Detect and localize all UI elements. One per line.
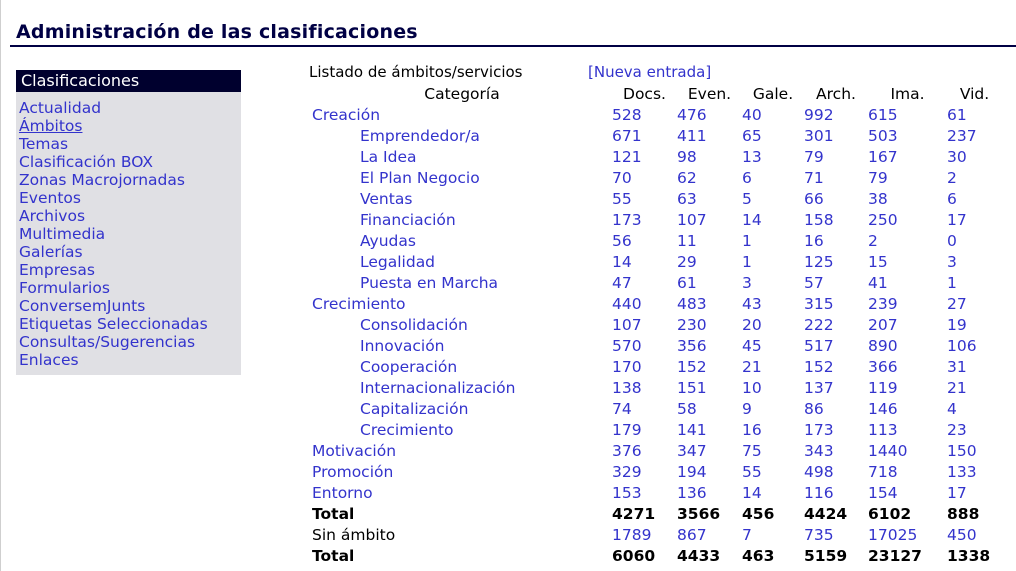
arch-count-link[interactable]: 137 xyxy=(804,378,834,397)
vid-count-total: 888 xyxy=(947,504,980,523)
arch-count-link[interactable]: 86 xyxy=(804,399,824,418)
arch-count-total: 5159 xyxy=(804,546,848,565)
arch-count-total: 4424 xyxy=(804,504,848,523)
ima-count-link[interactable]: 2 xyxy=(868,231,878,250)
docs-count-link[interactable]: 14 xyxy=(612,252,632,271)
even-count-link[interactable]: 107 xyxy=(677,210,707,229)
ima-count-link[interactable]: 113 xyxy=(868,420,898,439)
docs-count-link[interactable]: 528 xyxy=(612,105,642,124)
vid-count-link[interactable]: 237 xyxy=(947,126,977,145)
category-row xyxy=(312,440,1002,461)
subcategory-row xyxy=(312,335,1002,356)
total-label: Total xyxy=(312,504,355,523)
vid-count-link[interactable]: 3 xyxy=(947,252,957,271)
gale-count-link[interactable]: 65 xyxy=(742,126,762,145)
subcategory-row xyxy=(312,377,1002,398)
column-header-docs: Docs. xyxy=(623,84,666,103)
ima-count-link[interactable]: 615 xyxy=(868,105,898,124)
vid-count-link[interactable]: 150 xyxy=(947,441,977,460)
even-count-link[interactable]: 411 xyxy=(677,126,707,145)
docs-count-link[interactable]: 74 xyxy=(612,399,632,418)
docs-count-link[interactable]: 55 xyxy=(612,189,632,208)
title-divider xyxy=(10,45,1016,47)
sidebar-header: Clasificaciones xyxy=(16,70,241,92)
arch-count-link[interactable]: 517 xyxy=(804,336,834,355)
even-count-link[interactable]: 356 xyxy=(677,336,707,355)
subcategory-row xyxy=(312,230,1002,251)
docs-count-link[interactable]: 329 xyxy=(612,462,642,481)
docs-count-link[interactable]: 179 xyxy=(612,420,642,439)
category-name-link[interactable]: Internacionalización xyxy=(360,378,516,397)
sidebar-item-zonas-macrojornadas[interactable]: Zonas Macrojornadas xyxy=(19,171,185,189)
ima-count-link[interactable]: 41 xyxy=(868,273,888,292)
category-name-link[interactable]: Consolidación xyxy=(360,315,468,334)
ima-count-total: 23127 xyxy=(868,546,922,565)
docs-count-link[interactable]: 70 xyxy=(612,168,632,187)
arch-count-link[interactable]: 57 xyxy=(804,273,824,292)
category-name-link[interactable]: El Plan Negocio xyxy=(360,168,480,187)
arch-count-link[interactable]: 125 xyxy=(804,252,834,271)
sidebar-item-clasificacion-box[interactable]: Clasificación BOX xyxy=(19,153,154,171)
category-name-link[interactable]: Creación xyxy=(312,105,381,124)
column-header-ima: Ima. xyxy=(890,84,925,103)
gale-count-link[interactable]: 7 xyxy=(742,525,752,544)
docs-count-link[interactable]: 570 xyxy=(612,336,642,355)
subcategory-row xyxy=(312,146,1002,167)
ima-count-link[interactable]: 366 xyxy=(868,357,898,376)
column-header-vid: Vid. xyxy=(959,84,990,103)
ima-count-link[interactable]: 146 xyxy=(868,399,898,418)
even-count-link[interactable]: 230 xyxy=(677,315,707,334)
gale-count-link[interactable]: 45 xyxy=(742,336,762,355)
gale-count-link[interactable]: 55 xyxy=(742,462,762,481)
docs-count-link[interactable]: 107 xyxy=(612,315,642,334)
sidebar-item-actualidad[interactable]: Actualidad xyxy=(19,99,102,117)
arch-count-link[interactable]: 16 xyxy=(804,231,824,250)
ima-count-link[interactable]: 207 xyxy=(868,315,898,334)
ima-count-link[interactable]: 119 xyxy=(868,378,898,397)
docs-count-link[interactable]: 170 xyxy=(612,357,642,376)
even-count-link[interactable]: 141 xyxy=(677,420,707,439)
column-header-arch: Arch. xyxy=(816,84,856,103)
sidebar-item-eventos[interactable]: Eventos xyxy=(19,189,81,207)
column-header-even: Even. xyxy=(687,84,732,103)
ima-count-link[interactable]: 503 xyxy=(868,126,898,145)
vid-count-link[interactable]: 6 xyxy=(947,189,957,208)
gale-count-link[interactable]: 16 xyxy=(742,420,762,439)
category-name-link[interactable]: Crecimiento xyxy=(312,294,406,313)
arch-count-link[interactable]: 79 xyxy=(804,147,824,166)
docs-count-link[interactable]: 56 xyxy=(612,231,632,250)
sidebar-item-galerias[interactable]: Galerías xyxy=(19,243,83,261)
sidebar-item-archivos[interactable]: Archivos xyxy=(19,207,86,225)
ima-count-link[interactable]: 890 xyxy=(868,336,898,355)
even-count-link[interactable]: 63 xyxy=(677,189,697,208)
vid-count-link[interactable]: 21 xyxy=(947,378,967,397)
gale-count-link[interactable]: 14 xyxy=(742,483,762,502)
ima-count-total: 6102 xyxy=(868,504,912,523)
arch-count-link[interactable]: 173 xyxy=(804,420,834,439)
arch-count-link[interactable]: 116 xyxy=(804,483,834,502)
arch-count-link[interactable]: 343 xyxy=(804,441,834,460)
category-name-link[interactable]: Puesta en Marcha xyxy=(360,273,499,292)
gale-count-link[interactable]: 3 xyxy=(742,273,752,292)
arch-count-link[interactable]: 315 xyxy=(804,294,834,313)
even-count-link[interactable]: 483 xyxy=(677,294,707,313)
docs-count-link[interactable]: 1789 xyxy=(612,525,652,544)
vid-count-link[interactable]: 0 xyxy=(947,231,957,250)
arch-count-link[interactable]: 158 xyxy=(804,210,834,229)
subcategory-row xyxy=(312,251,1002,272)
sidebar xyxy=(16,70,241,375)
docs-count-link[interactable]: 47 xyxy=(612,273,632,292)
sidebar-menu xyxy=(16,92,241,369)
subcategory-row xyxy=(312,167,1002,188)
arch-count-link[interactable]: 498 xyxy=(804,462,834,481)
sin-ambito-row xyxy=(312,524,1002,545)
category-name-link[interactable]: Ayudas xyxy=(360,231,416,250)
vid-count-link[interactable]: 106 xyxy=(947,336,977,355)
gale-count-link[interactable]: 21 xyxy=(742,357,762,376)
gale-count-link[interactable]: 20 xyxy=(742,315,762,334)
gale-count-link[interactable]: 5 xyxy=(742,189,752,208)
table-body xyxy=(312,104,1002,566)
even-count-link[interactable]: 62 xyxy=(677,168,697,187)
listing-heading: Listado de ámbitos/servicios xyxy=(309,63,523,81)
subcategory-row xyxy=(312,188,1002,209)
ima-count-link[interactable]: 718 xyxy=(868,462,898,481)
category-name-link[interactable]: Emprendedor/a xyxy=(360,126,480,145)
vid-count-link[interactable]: 61 xyxy=(947,105,967,124)
sidebar-item-formularios[interactable]: Formularios xyxy=(19,279,110,297)
gale-count-total: 463 xyxy=(742,546,775,565)
arch-count-link[interactable]: 152 xyxy=(804,357,834,376)
vid-count-link[interactable]: 2 xyxy=(947,168,957,187)
vid-count-link[interactable]: 19 xyxy=(947,315,967,334)
ima-count-link[interactable]: 239 xyxy=(868,294,898,313)
vid-count-link[interactable]: 31 xyxy=(947,357,967,376)
even-count-link[interactable]: 29 xyxy=(677,252,697,271)
total-label: Total xyxy=(312,546,355,565)
gale-count-link[interactable]: 10 xyxy=(742,378,762,397)
sidebar-item-empresas[interactable]: Empresas xyxy=(19,261,95,279)
even-count-total: 3566 xyxy=(677,504,721,523)
gale-count-link[interactable]: 13 xyxy=(742,147,762,166)
category-name-link[interactable]: Capitalización xyxy=(360,399,469,418)
docs-count-total: 6060 xyxy=(612,546,656,565)
vid-count-link[interactable]: 450 xyxy=(947,525,977,544)
category-name-link[interactable]: Ventas xyxy=(360,189,413,208)
arch-count-link[interactable]: 71 xyxy=(804,168,824,187)
sidebar-item-ambitos[interactable]: Ámbitos xyxy=(19,117,83,135)
subcategory-row xyxy=(312,272,1002,293)
sidebar-item-consultas-sugerencias[interactable]: Consultas/Sugerencias xyxy=(19,333,196,351)
column-header-gale: Gale. xyxy=(752,84,794,103)
even-count-link[interactable]: 867 xyxy=(677,525,707,544)
category-name-link[interactable]: Promoción xyxy=(312,462,394,481)
vid-count-total: 1338 xyxy=(947,546,991,565)
sidebar-item-temas[interactable]: Temas xyxy=(19,135,69,153)
arch-count-link[interactable]: 301 xyxy=(804,126,834,145)
gale-count-link[interactable]: 40 xyxy=(742,105,762,124)
category-name-link[interactable]: Motivación xyxy=(312,441,397,460)
ima-count-link[interactable]: 250 xyxy=(868,210,898,229)
docs-count-link[interactable]: 173 xyxy=(612,210,642,229)
classification-table xyxy=(312,83,1002,566)
category-row xyxy=(312,482,1002,503)
even-count-link[interactable]: 136 xyxy=(677,483,707,502)
sidebar-item-conversemjunts[interactable]: ConversemJunts xyxy=(19,297,146,315)
vid-count-link[interactable]: 23 xyxy=(947,420,967,439)
docs-count-link[interactable]: 153 xyxy=(612,483,642,502)
page-title: Administración de las clasificaciones xyxy=(16,21,418,43)
subcategory-row xyxy=(312,356,1002,377)
even-count-link[interactable]: 151 xyxy=(677,378,707,397)
ima-count-link[interactable]: 38 xyxy=(868,189,888,208)
docs-count-link[interactable]: 121 xyxy=(612,147,642,166)
total-row xyxy=(312,503,1002,524)
category-name-link[interactable]: La Idea xyxy=(360,147,417,166)
subcategory-row xyxy=(312,125,1002,146)
vid-count-link[interactable]: 30 xyxy=(947,147,967,166)
gale-count-total: 456 xyxy=(742,504,775,523)
vid-count-link[interactable]: 133 xyxy=(947,462,977,481)
even-count-link[interactable]: 98 xyxy=(677,147,697,166)
arch-count-link[interactable]: 66 xyxy=(804,189,824,208)
gale-count-link[interactable]: 14 xyxy=(742,210,762,229)
sidebar-item-etiquetas-seleccionadas[interactable]: Etiquetas Seleccionadas xyxy=(19,315,208,333)
vid-count-link[interactable]: 17 xyxy=(947,483,967,502)
sidebar-item-multimedia[interactable]: Multimedia xyxy=(19,225,106,243)
category-name-link[interactable]: Financiación xyxy=(360,210,456,229)
gale-count-link[interactable]: 9 xyxy=(742,399,752,418)
gale-count-link[interactable]: 1 xyxy=(742,231,752,250)
vid-count-link[interactable]: 1 xyxy=(947,273,957,292)
ima-count-link[interactable]: 167 xyxy=(868,147,898,166)
vid-count-link[interactable]: 4 xyxy=(947,399,957,418)
category-name-link[interactable]: Cooperación xyxy=(360,357,458,376)
even-count-link[interactable]: 152 xyxy=(677,357,707,376)
category-name-link[interactable]: Innovación xyxy=(360,336,445,355)
docs-count-link[interactable]: 440 xyxy=(612,294,642,313)
docs-count-link[interactable]: 671 xyxy=(612,126,642,145)
docs-count-link[interactable]: 138 xyxy=(612,378,642,397)
subcategory-row xyxy=(312,419,1002,440)
gale-count-link[interactable]: 43 xyxy=(742,294,762,313)
arch-count-link[interactable]: 992 xyxy=(804,105,834,124)
even-count-link[interactable]: 347 xyxy=(677,441,707,460)
subcategory-row xyxy=(312,398,1002,419)
category-row xyxy=(312,104,1002,125)
category-name-link[interactable]: Legalidad xyxy=(360,252,436,271)
subcategory-row xyxy=(312,314,1002,335)
even-count-link[interactable]: 58 xyxy=(677,399,697,418)
even-count-link[interactable]: 194 xyxy=(677,462,707,481)
vid-count-link[interactable]: 17 xyxy=(947,210,967,229)
column-header-categoria: Categoría xyxy=(424,84,500,103)
arch-count-link[interactable]: 735 xyxy=(804,525,834,544)
new-entry-link[interactable]: [Nueva entrada] xyxy=(588,63,712,81)
ima-count-link[interactable]: 79 xyxy=(868,168,888,187)
ima-count-link[interactable]: 17025 xyxy=(868,525,918,544)
gale-count-link[interactable]: 75 xyxy=(742,441,762,460)
category-name-link[interactable]: Crecimiento xyxy=(360,420,454,439)
category-name-link[interactable]: Entorno xyxy=(312,483,373,502)
even-count-link[interactable]: 11 xyxy=(677,231,697,250)
total-row xyxy=(312,545,1002,566)
docs-count-link[interactable]: 376 xyxy=(612,441,642,460)
ima-count-link[interactable]: 15 xyxy=(868,252,888,271)
subcategory-row xyxy=(312,209,1002,230)
category-name-link: Sin ámbito xyxy=(312,525,396,544)
gale-count-link[interactable]: 1 xyxy=(742,252,752,271)
sidebar-item-enlaces[interactable]: Enlaces xyxy=(19,351,79,369)
category-row xyxy=(312,293,1002,314)
even-count-total: 4433 xyxy=(677,546,721,565)
docs-count-total: 4271 xyxy=(612,504,656,523)
gale-count-link[interactable]: 6 xyxy=(742,168,752,187)
vid-count-link[interactable]: 27 xyxy=(947,294,967,313)
even-count-link[interactable]: 476 xyxy=(677,105,707,124)
arch-count-link[interactable]: 222 xyxy=(804,315,834,334)
even-count-link[interactable]: 61 xyxy=(677,273,697,292)
window-left-border xyxy=(0,0,1,571)
ima-count-link[interactable]: 1440 xyxy=(868,441,908,460)
category-row xyxy=(312,461,1002,482)
table-header-row xyxy=(312,83,1002,104)
ima-count-link[interactable]: 154 xyxy=(868,483,898,502)
